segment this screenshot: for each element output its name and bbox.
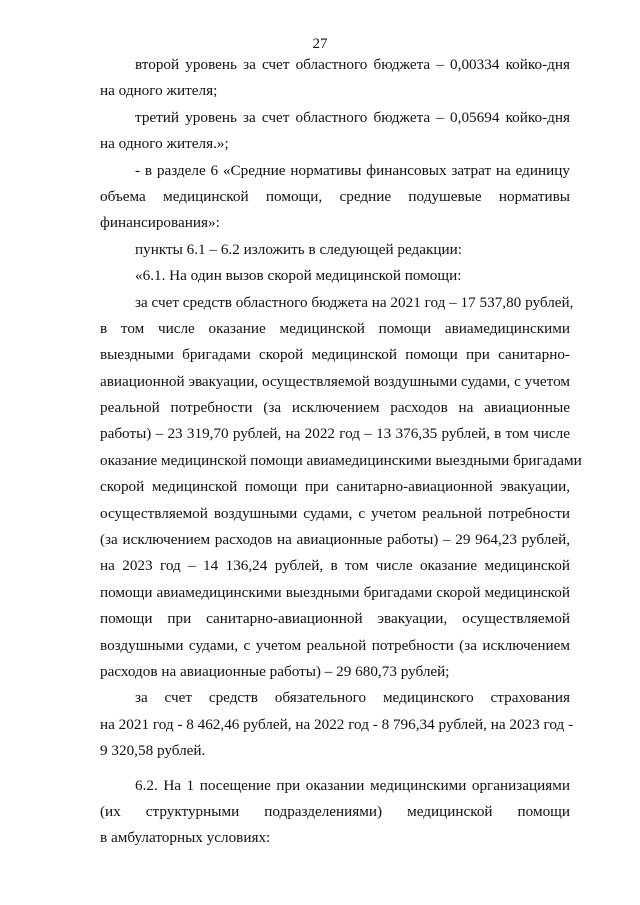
text-line: реальной потребности (за исключением расходов на авиационные [100,399,570,417]
text-line: финансирования»: [100,214,220,232]
page-number: 27 [312,36,328,52]
text-line: 9 320,58 рублей. [100,742,206,760]
text-line: третий уровень за счет областного бюджета – 0,05694 койко-дня [135,108,570,126]
text-line: в амбулаторных условиях: [100,829,271,847]
text-line: объема медицинской помощи, средние подушевые нормативы [100,187,570,205]
text-line: в том числе оказание медицинской помощи авиамедицинскими [100,319,570,337]
text-line: расходов на авиационные работы) – 29 680,73 рублей; [100,662,450,680]
text-line: помощи при санитарно-авиационной эвакуации, осуществляемой [100,610,570,628]
text-line: осуществляемой воздушными судами, с учетом реальной потребности [100,504,570,522]
text-line: - в разделе 6 «Средние нормативы финансовых затрат на единицу [135,161,570,179]
paragraph-gap [100,765,570,773]
text-line: работы) – 23 319,70 рублей, на 2022 год – 13 376,35 рублей, в том числе [100,425,570,443]
text-line: скорой медицинской помощи при санитарно-авиационной эвакуации, [100,478,570,496]
text-line: выездными бригадами скорой медицинской помощи при санитарно- [100,346,570,364]
text-line: на 2023 год – 14 136,24 рублей, в том числе оказание медицинской [100,557,570,575]
text-line: (за исключением расходов на авиационные работы) – 29 964,23 рублей, [100,531,570,549]
text-line: на одного жителя.»; [100,135,229,153]
text-line: помощи авиамедицинскими выездными бригадами скорой медицинской [100,583,570,601]
text-line: второй уровень за счет областного бюджета – 0,00334 койко-дня [135,56,570,73]
text-line: на 2021 год - 8 462,46 рублей, на 2022 год - 8 796,34 рублей, на 2023 год - [100,715,574,733]
text-line: пункты 6.1 – 6.2 изложить в следующей редакции: [135,240,462,258]
text-line: авиационной эвакуации, осуществляемой воздушными судами, с учетом [100,372,570,390]
text-line: за счет средств областного бюджета на 2021 год – 17 537,80 рублей, [135,293,574,311]
text-line: воздушными судами, с учетом реальной потребности (за исключением [100,636,570,654]
text-line: 6.2. На 1 посещение при оказании медицинскими организациями [135,776,570,794]
text-line: оказание медицинской помощи авиамедицинскими выездными бригадами [100,451,582,469]
text-line: «6.1. На один вызов скорой медицинской помощи: [135,267,462,285]
text-line: (их структурными подразделениями) медицинской помощи [100,802,570,820]
document-body [100,52,582,852]
text-line: на одного жителя; [100,82,218,100]
text-line: за счет средств обязательного медицинского страхования [135,689,570,707]
